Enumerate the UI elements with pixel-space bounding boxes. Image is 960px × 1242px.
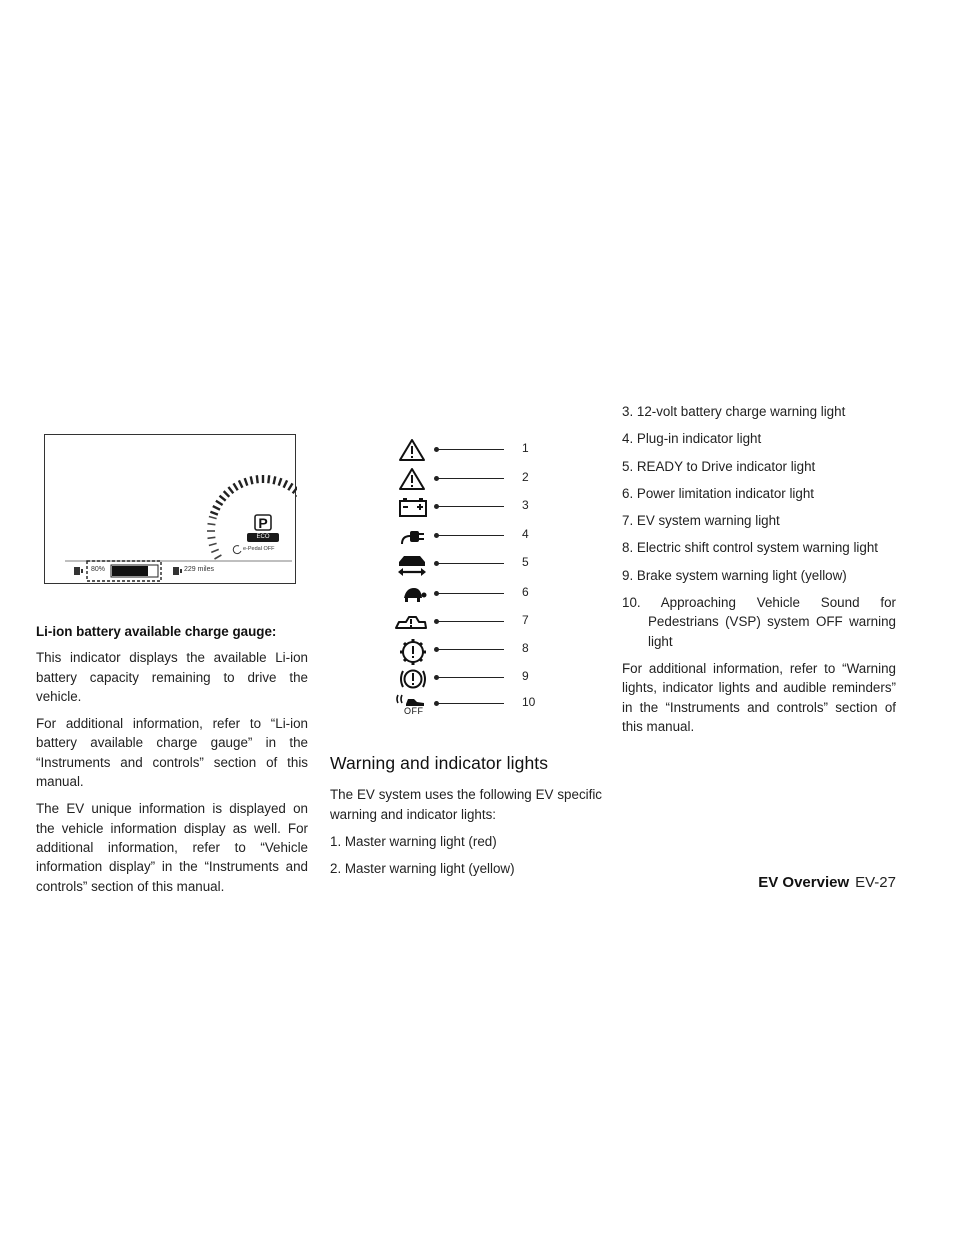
master-warning-yellow-icon: [398, 467, 426, 491]
page-number: EV-27: [855, 874, 896, 891]
icon-number: 8: [522, 641, 529, 655]
display-graphics: [45, 435, 297, 585]
ev-info-paragraph: The EV unique information is displayed on the vehicle information display as well. For additional information, refer to “Vehicle information display” in the “Instruments and controls” section of this manual.: [36, 801, 308, 894]
ready-to-drive-icon: [396, 552, 428, 578]
gauge-tick: [245, 478, 248, 486]
icon-number: 6: [522, 585, 529, 599]
brake-system-warning-icon: [398, 666, 428, 692]
gauge-tick: [220, 496, 226, 501]
range-value: 229 miles: [184, 566, 214, 573]
leader-line: [436, 677, 504, 678]
icon-row-5: [390, 552, 550, 576]
gauge-tick-lower: [208, 524, 216, 525]
gauge-tick: [288, 483, 292, 490]
list-item-1: 1. Master warning light (red): [330, 833, 497, 849]
section-heading: Warning and indicator lights: [330, 753, 549, 773]
leader-line: [436, 621, 504, 622]
leader-line: [436, 506, 504, 507]
icon-number: 10: [522, 695, 536, 709]
middle-column: [330, 754, 602, 886]
list-item-2: 2. Master warning light (yellow): [330, 861, 515, 877]
icon-row-10: [390, 692, 550, 720]
icon-number: 7: [522, 613, 529, 627]
list-item-4: 4. Plug-in indicator light: [622, 431, 762, 447]
gauge-tick: [257, 475, 258, 483]
vsp-off-label: OFF: [404, 706, 424, 716]
leader-line: [436, 449, 504, 450]
gauge-tick: [213, 506, 220, 510]
gauge-heading: Li-ion battery available charge gauge:: [36, 624, 277, 639]
gauge-description: This indicator displays the available Li-ion battery capacity remaining to drive the vehicle.: [36, 650, 308, 704]
icon-row-4: [390, 524, 550, 548]
list-item-6: 6. Power limitation indicator light: [622, 485, 815, 501]
icon-row-6: [390, 582, 550, 606]
ev-system-warning-icon: [394, 610, 428, 634]
icon-row-2: [390, 467, 550, 491]
leader-line: [436, 649, 504, 650]
gauge-tick-lower: [215, 555, 222, 559]
battery-range-icon: [173, 567, 182, 575]
gauge-tick: [274, 476, 276, 484]
page-footer: [690, 874, 896, 891]
footer-section-title: EV Overview: [758, 874, 850, 891]
power-limitation-icon: [398, 582, 428, 606]
leader-line: [436, 478, 504, 479]
right-column: [622, 402, 896, 744]
gauge-tick-lower: [211, 549, 218, 552]
icon-row-1: [390, 438, 550, 462]
icon-row-7: [390, 610, 550, 634]
icon-row-9: [390, 666, 550, 690]
eco-label: ECO: [256, 534, 270, 540]
gauge-reference: For additional information, refer to “Li-ion battery available charge gauge” in the “Instruments and controls” section of this manual.: [36, 716, 308, 790]
gauge-tick: [228, 487, 233, 493]
gauge-tick: [251, 476, 253, 484]
list-item-9: 9. Brake system warning light (yellow): [622, 567, 847, 583]
list-item-8: 8. Electric shift control system warning light: [622, 540, 879, 556]
intro-paragraph: The EV system uses the following EV specific warning and indicator lights:: [330, 787, 602, 822]
icon-row-3: [390, 495, 550, 519]
master-warning-red-icon: [398, 438, 426, 462]
gauge-tick: [239, 480, 243, 487]
battery-small-icon: [74, 567, 83, 575]
gauge-tick: [293, 487, 297, 493]
gauge-tick-lower: [208, 537, 216, 538]
charge-percent: 80%: [91, 566, 106, 573]
list-item-7: 7. EV system warning light: [622, 513, 780, 529]
battery-charge-warning-icon: [398, 495, 428, 519]
leader-line: [436, 593, 504, 594]
gauge-tick: [234, 483, 238, 490]
gauge-tick: [268, 475, 269, 483]
list-item-3: 3. 12-volt battery charge warning light: [622, 404, 846, 419]
leader-line: [436, 535, 504, 536]
e-pedal-label: e-Pedal OFF: [243, 546, 275, 552]
gauge-tick: [216, 501, 223, 505]
icon-number: 2: [522, 470, 529, 484]
gauge-tick-lower: [209, 517, 217, 519]
plug-in-indicator-icon: [398, 524, 428, 548]
regen-icon: [233, 546, 241, 554]
electric-shift-warning-icon: [398, 638, 428, 666]
leader-line: [436, 703, 504, 704]
charge-bar-fill: [112, 566, 148, 576]
gauge-tick-lower: [209, 543, 217, 545]
gauge-tick: [224, 491, 230, 497]
icon-number: 4: [522, 527, 529, 541]
leader-line: [436, 563, 504, 564]
icon-row-8: [390, 638, 550, 662]
icon-number: 9: [522, 669, 529, 683]
gauge-tick: [279, 478, 282, 486]
icon-number: 3: [522, 498, 529, 512]
gear-indicator: P: [258, 515, 268, 531]
list-item-10: 10. Approaching Vehicle Sound for Pedestrians (VSP) system OFF warning light: [622, 595, 896, 649]
closing-reference: For additional information, refer to “Warning lights, indicator lights and audible reminders” in the “Instruments and controls” section of this manual.: [622, 660, 896, 734]
gauge-tick: [210, 512, 218, 515]
icon-number: 1: [522, 441, 529, 455]
instrument-display-figure: [44, 434, 296, 584]
left-column: [36, 622, 308, 904]
warning-lights-figure: [390, 436, 550, 720]
list-item-5: 5. READY to Drive indicator light: [622, 458, 816, 474]
icon-number: 5: [522, 555, 529, 569]
gauge-tick: [284, 480, 288, 487]
